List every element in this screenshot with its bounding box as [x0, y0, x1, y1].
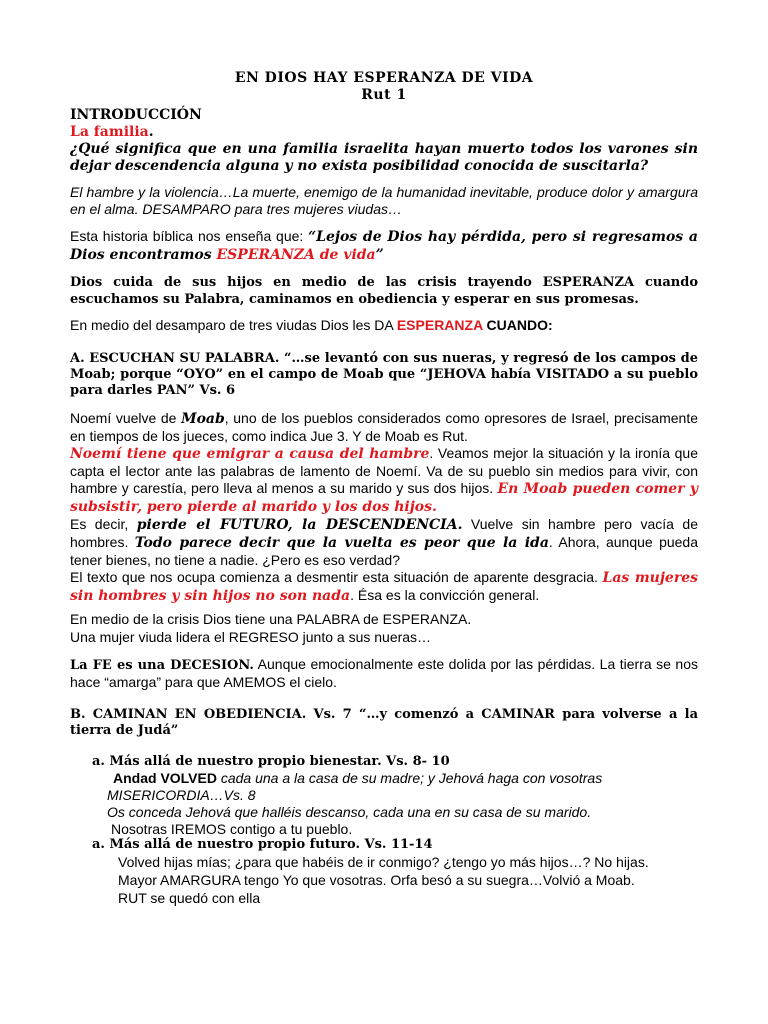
- noemi-p1: [70, 410, 698, 445]
- noemi-p3-d: Todo parece decir que la vuelta es peor que la ida: [134, 535, 549, 551]
- historia-lead: Esta historia bíblica nos enseña que:: [70, 228, 309, 244]
- crisis-line-2: Una mujer viuda lidera el REGRESO junto a sus nueras…: [70, 629, 432, 645]
- historia-quote: “Lejos de Dios hay pérdida, pero si regresamos a Dios encontramos: [70, 229, 699, 263]
- sub-a1-section: [92, 753, 698, 838]
- dios-cuida-paragraph: Dios cuida de sus hijos en medio de las crisis trayendo ESPERANZA cuando escuchamos su Palabra, caminamos en obediencia y esperar en sus promesas.: [70, 275, 698, 307]
- desamparo-red: ESPERANZA: [396, 317, 483, 333]
- noemi-p3-a: Es decir,: [70, 516, 137, 532]
- family-label: La familia: [70, 124, 149, 140]
- family-line: [70, 124, 698, 141]
- sub-a1-heading: a. Más allá de nuestro propio bienestar. Vs. 8- 10: [92, 754, 450, 769]
- noemi-p1-moab: Moab: [181, 411, 225, 427]
- sub-a1-andad: Andad VOLVED: [113, 770, 217, 786]
- noemi-p4-b: . Ésa es la convicción general.: [350, 587, 540, 603]
- historia-end: ”: [375, 247, 384, 263]
- sub-a1-line-3: Os conceda Jehová que halléis descanso, cada una en su casa de su marido.: [107, 804, 592, 820]
- historia-paragraph: [70, 228, 698, 264]
- sub-a1-l1-text: cada una a la casa de su madre; y Jehová haga con vosotras: [216, 770, 603, 786]
- fe-text: Aunque emocionalmente este dolida por las pérdidas. La tierra se nos hace “amarga” para que AMEMOS el cielo.: [70, 656, 698, 690]
- title-line-1: EN DIOS HAY ESPERANZA DE VIDA: [234, 70, 534, 86]
- intro-question: ¿Qué significa que en una familia israelita hayan muerto todos los varones sin dejar descendencia alguna y no exista posibilidad conocida de suscitarla?: [70, 141, 698, 174]
- section-a-heading: A. ESCUCHAN SU PALABRA. “…se levantó con sus nueras, y regresó de los campos de Moab; porque “OYO” en el campo de Moab que “JEHOVA había VISITADO a su pueblo para darles PAN” Vs. 6: [70, 351, 698, 398]
- noemi-p1-c: , uno de los pueblos considerados como opresores de Israel, precisamente en tiempos de los jueces, como indica Jue 3. Y de Moab es Rut.: [70, 410, 699, 444]
- desamparo-line: [70, 317, 698, 334]
- desamparo-lead: En medio del desamparo de tres viudas Dios les DA: [70, 317, 397, 333]
- sub-a1-line-2: MISERICORDIA…Vs. 8: [107, 787, 256, 803]
- noemi-p4-red: Las mujeres sin hombres y sin hijos no son nada: [70, 570, 698, 604]
- intro-section: [70, 107, 698, 175]
- crisis-section: [70, 610, 698, 646]
- sub-a2-line-2: Mayor AMARGURA tengo Yo que vosotras. Orfa besó a su suegra…Volvió a Moab.: [118, 872, 635, 888]
- noemi-p3-e: . Ahora, aunque pueda tener bienes, no tiene a nadie. ¿Pero es eso verdad?: [70, 534, 698, 568]
- sub-a2-line-3: RUT se quedó con ella: [118, 890, 261, 906]
- sub-a1-line-4: Nosotras IREMOS contigo a tu pueblo.: [111, 821, 353, 837]
- noemi-p4: [70, 569, 698, 605]
- fe-bold: La FE es una DECESION.: [70, 658, 254, 673]
- sub-a2-section: [92, 836, 698, 907]
- noemi-p2: [70, 445, 698, 516]
- noemi-p2-red2: En Moab pueden comer y subsistir, pero pierde al marido y los dos hijos.: [70, 481, 699, 515]
- noemi-p3-b: pierde el FUTURO, la DESCENDENCIA.: [136, 517, 463, 533]
- fe-paragraph: [70, 656, 698, 691]
- noemi-p4-a: El texto que nos ocupa comienza a desmentir esta situación de aparente desgracia.: [70, 569, 603, 585]
- crisis-line-1: En medio de la crisis Dios tiene una PALABRA de ESPERANZA.: [70, 611, 472, 627]
- noemi-p3: [70, 516, 698, 569]
- intro-heading: INTRODUCCIÓN: [70, 107, 202, 123]
- desamparo-bold: CUANDO:: [482, 317, 553, 333]
- hambre-paragraph: El hambre y la violencia…La muerte, enemigo de la humanidad inevitable, produce dolor y amargura en el alma. DESAMPARO para tres mujeres viudas…: [70, 184, 698, 217]
- sub-a2-line-1: Volved hijas mías; ¿para que habéis de ir conmigo? ¿tengo yo más hijos…? No hijas.: [118, 854, 649, 870]
- title-line-2: Rut 1: [361, 87, 407, 103]
- document-title: [70, 70, 698, 104]
- sub-a2-heading: a. Más allá de nuestro propio futuro. Vs. 11-14: [92, 837, 433, 852]
- noemi-p2-red: Noemí tiene que emigrar a causa del hambre: [70, 446, 430, 462]
- sub-a1-line-1: [92, 770, 698, 787]
- historia-red: ESPERANZA de vida: [216, 247, 376, 263]
- noemi-p2-a: . Veamos mejor la situación y la ironía que capta el lector ante las palabras de lamento de Noemí. Va de su pueblo sin medios para vivir, con hambre y carestía, pero lleva al menos a su marido y sus dos hijos.: [70, 445, 699, 496]
- family-dot: .: [148, 124, 154, 140]
- section-b-heading: B. CAMINAN EN OBEDIENCIA. Vs. 7 “…y comenzó a CAMINAR para volverse a la tierra de Judá”: [70, 707, 698, 738]
- noemi-p1-a: Noemí vuelve de: [70, 410, 182, 426]
- noemi-p3-c: Vuelve sin hambre pero vacía de hombres.: [70, 516, 698, 550]
- noemi-section: [70, 410, 698, 605]
